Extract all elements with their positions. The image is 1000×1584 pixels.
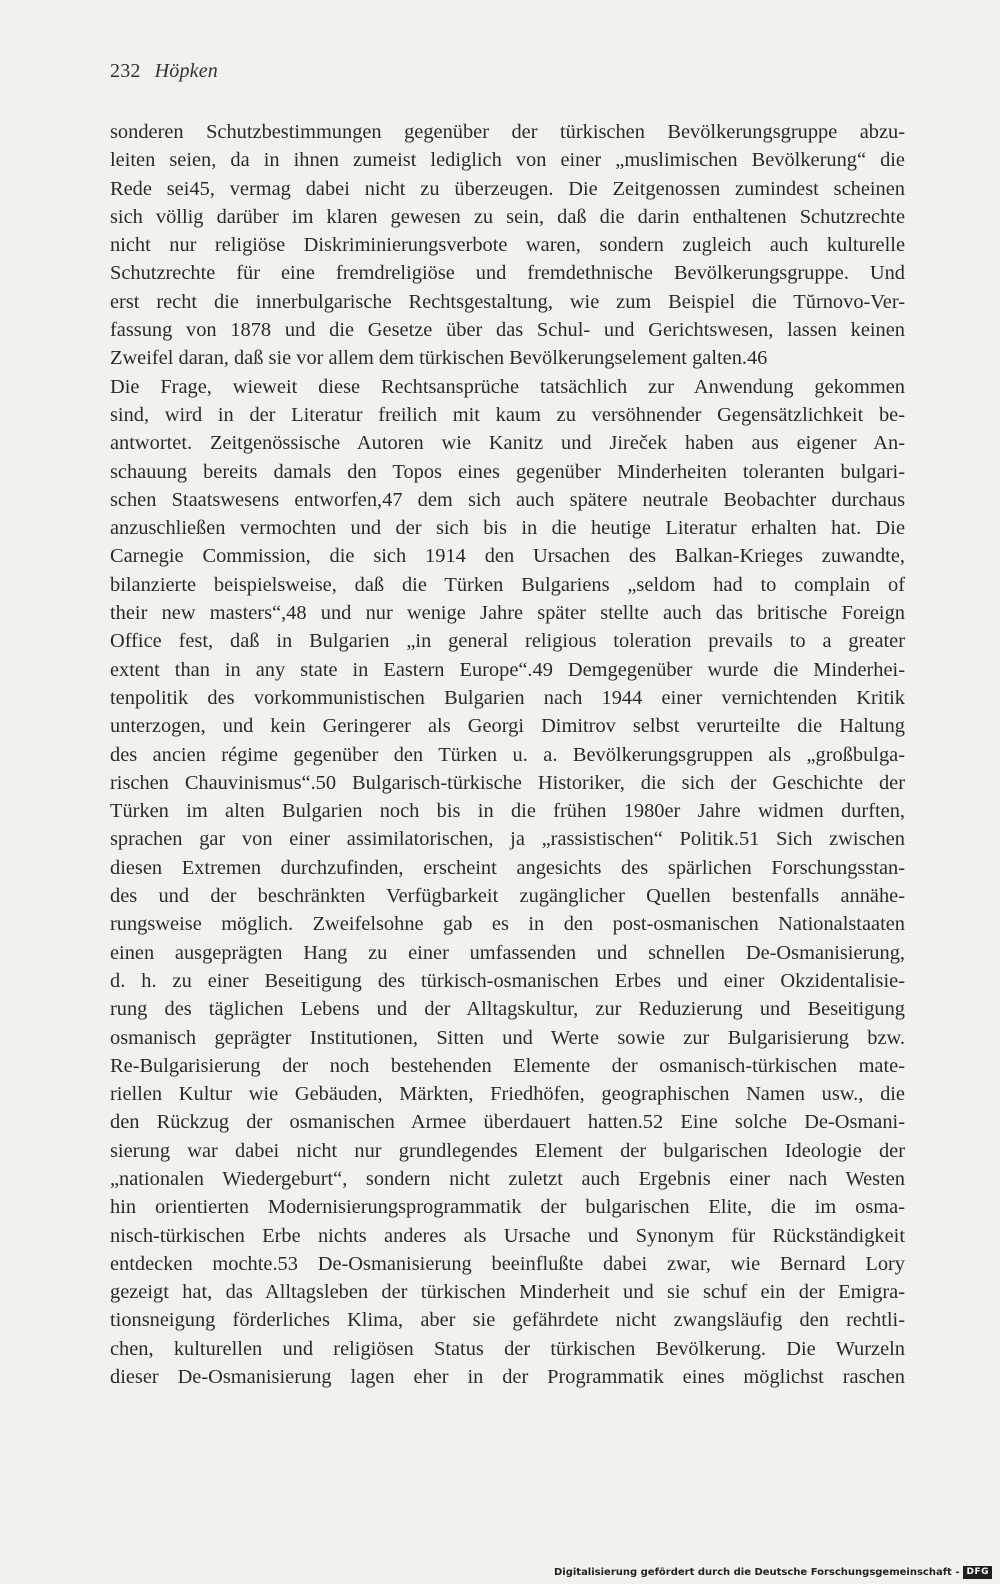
text-line: Zweifel daran, daß sie vor allem dem türkischen Bevölkerungselement galten.46	[110, 347, 768, 370]
text-line: antwortet. Zeitgenössische Autoren wie Kanitz und Jireček haben aus eigener An-	[110, 432, 905, 455]
dfg-logo-icon: DFG	[963, 1566, 992, 1579]
text-line: rischen Chauvinismus“.50 Bulgarisch-türkische Historiker, die sich der Geschichte der	[110, 771, 905, 794]
text-line: d. h. zu einer Beseitigung des türkisch-osmanischen Erbes und einer Okzidentalisie-	[110, 969, 905, 992]
text-line: Rede sei45, vermag dabei nicht zu überzeugen. Die Zeitgenossen zumindest scheinen	[110, 177, 905, 200]
text-line: Die Frage, wieweit diese Rechtsansprüche tatsächlich zur Anwendung gekommen	[110, 375, 905, 398]
text-line: riellen Kultur wie Gebäuden, Märkten, Friedhöfen, geographischen Namen usw., die	[110, 1083, 905, 1106]
text-line: Carnegie Commission, die sich 1914 den Ursachen des Balkan-Krieges zuwandte,	[110, 545, 905, 568]
text-line: bilanzierte beispielsweise, daß die Türken Bulgariens „seldom had to complain of	[110, 573, 905, 596]
text-line: gezeigt hat, das Alltagsleben der türkischen Minderheit und sie schuf ein der Emigra-	[110, 1281, 905, 1304]
text-line: leiten seien, da in ihnen zumeist lediglich von einer „muslimischen Bevölkerung“ die	[110, 149, 905, 172]
text-line: unterzogen, und kein Geringerer als Georgi Dimitrov selbst verurteilte die Haltung	[110, 715, 905, 738]
running-head-author: Höpken	[154, 60, 219, 82]
text-line: „nationalen Wiedergeburt“, sondern nicht zuletzt auch Ergebnis einer nach Westen	[110, 1167, 905, 1190]
text-line: den Rückzug der osmanischen Armee überdauert hatten.52 Eine solche De-Osmani-	[110, 1111, 905, 1134]
text-line: hin orientierten Modernisierungsprogrammatik der bulgarischen Elite, die im osma-	[110, 1196, 905, 1219]
text-line: sind, wird in der Literatur freilich mit kaum zu versöhnender Gegensätzlichkeit be-	[110, 403, 905, 426]
text-line: rung des täglichen Lebens und der Alltagskultur, zur Reduzierung und Beseitigung	[110, 998, 905, 1021]
text-line: sierung war dabei nicht nur grundlegendes Element der bulgarischen Ideologie der	[110, 1139, 905, 1162]
text-line: extent than in any state in Eastern Europe“.49 Demgegenüber wurde die Minderhei-	[110, 658, 905, 681]
running-head	[110, 60, 218, 83]
text-line: chen, kulturellen und religiösen Status der türkischen Bevölkerung. Die Wurzeln	[110, 1337, 905, 1360]
text-line: entdecken mochte.53 De-Osmanisierung beeinflußte dabei zwar, wie Bernard Lory	[110, 1252, 905, 1275]
text-line: nicht nur religiöse Diskriminierungsverbote waren, sondern zugleich auch kulturelle	[110, 234, 905, 257]
text-line: nisch-türkischen Erbe nichts anderes als Ursache und Synonym für Rückständigkeit	[110, 1224, 905, 1247]
text-line: sprachen gar von einer assimilatorischen, ja „rassistischen“ Politik.51 Sich zwischen	[110, 828, 905, 851]
text-line: erst recht die innerbulgarische Rechtsgestaltung, wie zum Beispiel die Tŭrnovo-Ver-	[110, 290, 905, 313]
text-line: schauung bereits damals den Topos eines gegenüber Minderheiten toleranten bulgari-	[110, 460, 905, 483]
text-line: their new masters“,48 und nur wenige Jahre später stellte auch das britische Foreign	[110, 602, 905, 625]
body-text	[110, 118, 905, 1391]
credit-text: Digitalisierung gefördert durch die Deutsche Forschungsgemeinschaft -	[553, 1566, 960, 1578]
text-line: einen ausgeprägten Hang zu einer umfassenden und schnellen De-Osmanisierung,	[110, 941, 905, 964]
text-line: dieser De-Osmanisierung lagen eher in der Programmatik eines möglichst raschen	[110, 1366, 905, 1389]
text-line: des und der beschränkten Verfügbarkeit zugänglicher Quellen bestenfalls annähe-	[110, 885, 905, 908]
text-line: schen Staatswesens entworfen,47 dem sich auch spätere neutrale Beobachter durchaus	[110, 488, 905, 511]
text-line: sich völlig darüber im klaren gewesen zu sein, daß die darin enthaltenen Schutzrechte	[110, 205, 905, 228]
text-line: fassung von 1878 und die Gesetze über das Schul- und Gerichtswesen, lassen keinen	[110, 319, 905, 342]
text-line: Türken im alten Bulgarien noch bis in die frühen 1980er Jahre widmen durften,	[110, 800, 905, 823]
text-line: rungsweise möglich. Zweifelsohne gab es in den post-osmanischen Nationalstaaten	[110, 913, 905, 936]
text-line: tenpolitik des vorkommunistischen Bulgarien nach 1944 einer vernichtenden Kritik	[110, 686, 905, 709]
page-number: 232	[110, 60, 141, 82]
text-line: des ancien régime gegenüber den Türken u. a. Bevölkerungsgruppen als „großbulga-	[110, 743, 905, 766]
text-line: tionsneigung förderliches Klima, aber sie gefährdete nicht zwangsläufig den rechtli-	[110, 1309, 905, 1332]
digitization-credit	[554, 1564, 992, 1580]
text-line: Re-Bulgarisierung der noch bestehenden Elemente der osmanisch-türkischen mate-	[110, 1054, 905, 1077]
text-line: sonderen Schutzbestimmungen gegenüber der türkischen Bevölkerungsgruppe abzu-	[110, 121, 905, 143]
text-line: Office fest, daß in Bulgarien „in general religious toleration prevails to a greater	[110, 630, 905, 653]
text-line: diesen Extremen durchzufinden, erscheint angesichts des spärlichen Forschungsstan-	[110, 856, 905, 879]
text-line: osmanisch geprägter Institutionen, Sitten und Werte sowie zur Bulgarisierung bzw.	[110, 1026, 905, 1049]
text-line: Schutzrechte für eine fremdreligiöse und fremdethnische Bevölkerungsgruppe. Und	[110, 262, 905, 285]
text-line: anzuschließen vermochten und der sich bis in die heutige Literatur erhalten hat. Die	[110, 517, 905, 540]
